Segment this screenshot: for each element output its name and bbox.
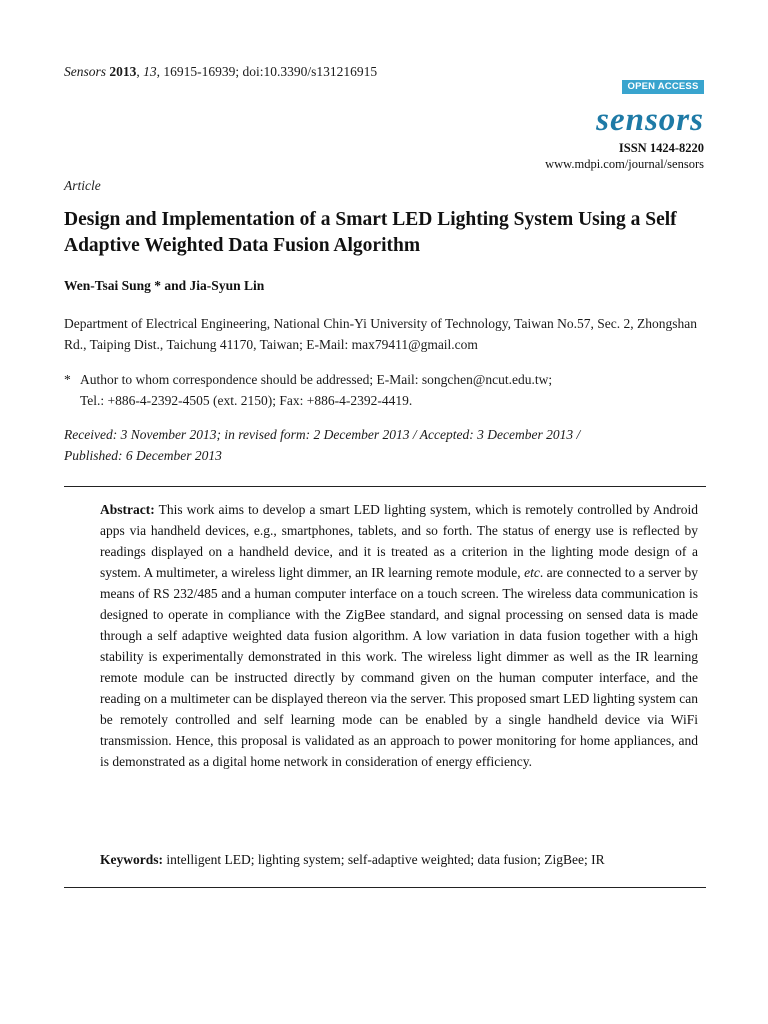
top-divider: [64, 486, 706, 487]
correspondence-line-1: Author to whom correspondence should be addressed; E-Mail: songchen@ncut.edu.tw;: [80, 372, 553, 387]
journal-logo: sensors: [596, 102, 704, 138]
keywords-text: intelligent LED; lighting system; self-adaptive weighted; data fusion; ZigBee; IR: [166, 852, 605, 867]
journal-url[interactable]: www.mdpi.com/journal/sensors: [545, 157, 704, 171]
issn: ISSN 1424-8220: [618, 141, 704, 155]
author-list: Wen-Tsai Sung * and Jia-Syun Lin: [64, 278, 265, 293]
keywords: [100, 849, 698, 870]
abstract-text-part-1: This work aims to develop a smart LED lighting system, which is remotely controlled by Android apps via handheld devices, e.g., smartphones, tablets, and so forth. The status of energy use is reflected by readings displayed on a handheld device, and it is treated as a criterion in the lighting mode design of a system. A multimeter, a wireless light dimmer, an IR learning remote module,: [100, 502, 698, 580]
citation-pages-doi: 16915-16939; doi:10.3390/s131216915: [163, 64, 378, 79]
abstract-text-part-2: . are connected to a server by means of RS 232/485 and a human computer interface on a touch screen. The wireless data communication is designed to operate in compliance with the ZigBee standard, and signal processing on sensed data is made through a self adaptive weighted data fusion algorithm. A low variation in data fusion together with a high stability is experimentally demonstrated in this work. The wireless light dimmer as well as the IR learning remote module can be instructed directly by command given on the human computer interface, and the reading on a multimeter can be displayed thereon via the server. This proposed smart LED lighting system can be remotely controlled and self learning mode can be enabled by a single handheld device via WiFi transmission. Hence, this proposal is validated as an approach to power monitoring for home appliances, and is demonstrated as a digital home network in consideration of energy efficiency.: [100, 565, 698, 769]
correspondence-note: [64, 369, 714, 411]
abstract-label: Abstract:: [100, 502, 155, 517]
keywords-label: Keywords:: [100, 852, 163, 867]
article-title: Design and Implementation of a Smart LED Lighting System Using a Self Adaptive Weighted Data Fusion Algorithm: [64, 209, 677, 256]
article-type: Article: [64, 178, 101, 193]
abstract-etc: etc: [524, 565, 540, 580]
affiliation: Department of Electrical Engineering, National Chin-Yi University of Technology, Taiwan No.57, Sec. 2, Zhongshan Rd., Taiping Dist., Taichung 41170, Taiwan; E-Mail: max79411@gmail.com: [64, 316, 697, 352]
citation-journal: Sensors: [64, 64, 107, 79]
correspondence-marker: *: [64, 372, 71, 387]
publication-dates: [64, 424, 714, 466]
correspondence-line-2: Tel.: +886-4-2392-4505 (ext. 2150); Fax: +886-4-2392-4419.: [80, 393, 413, 408]
citation-line: Sensors 2013, 13, 16915-16939; doi:10.3390/s131216915: [64, 64, 378, 79]
citation-volume: 13: [143, 64, 157, 79]
bottom-divider: [64, 887, 706, 888]
open-access-badge: OPEN ACCESS: [622, 80, 704, 94]
dates-line-1: Received: 3 November 2013; in revised form: 2 December 2013 / Accepted: 3 December 2013 /: [64, 427, 581, 442]
citation-year: 2013: [109, 64, 137, 79]
dates-line-2: Published: 6 December 2013: [64, 448, 222, 463]
abstract: [100, 499, 698, 772]
